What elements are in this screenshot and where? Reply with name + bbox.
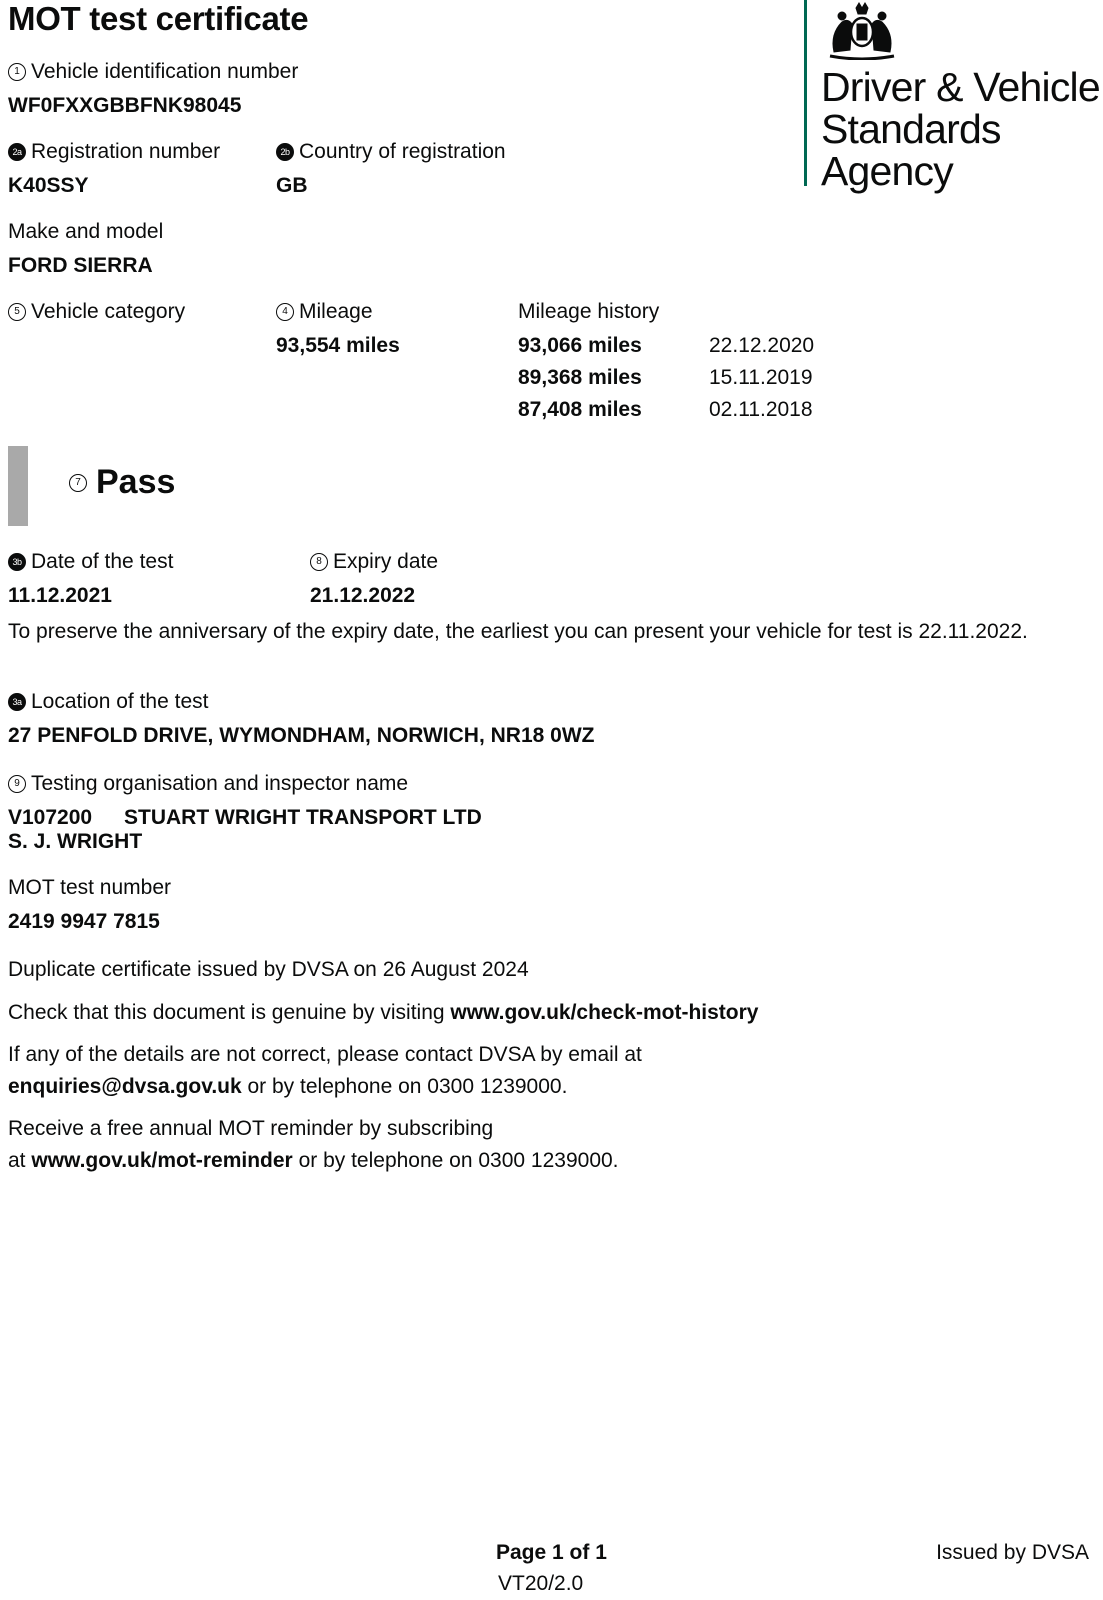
page-title: MOT test certificate [8,0,309,37]
expiry-badge: 8 [310,553,328,571]
test-number-value: 2419 9947 7815 [8,910,160,933]
test-date-label [8,550,173,574]
location-badge: 3a [8,693,26,711]
check-note [8,997,758,1029]
duplicate-note: Duplicate certificate issued by DVSA on 26 August 2024 [8,958,529,981]
anniversary-note: To preserve the anniversary of the expiry date, the earliest you can present your vehicle for test is 22.11.2022. [8,620,1028,643]
mileage-history-label: Mileage history [518,300,660,323]
location-label-text: Location of the test [31,690,209,713]
mileage-history-date-3: 02.11.2018 [709,398,813,421]
mileage-history-date-1: 22.12.2020 [709,334,815,357]
vehicle-category-label [8,300,185,324]
reminder-note-line-1: Receive a free annual MOT reminder by subscribing [8,1117,494,1140]
vin-label-text: Vehicle identification number [31,60,299,83]
mileage-history-date-2: 15.11.2019 [709,366,813,389]
registration-label-text: Registration number [31,140,221,163]
organisation-name: STUART WRIGHT TRANSPORT LTD [124,806,482,829]
country-badge: 2b [276,143,294,161]
royal-coat-of-arms-icon [826,2,898,60]
reminder-prefix: at [8,1149,32,1172]
organisation-label-text: Testing organisation and inspector name [31,772,409,795]
logo-line-2: Standards [821,106,1001,152]
test-date-badge: 3b [8,553,26,571]
logo-line-3: Agency [821,148,953,194]
organisation-code: V107200 [8,806,93,829]
registration-value: K40SSY [8,174,89,197]
mot-reminder-link[interactable]: www.gov.uk/mot-reminder [31,1149,293,1172]
check-mot-history-link[interactable]: www.gov.uk/check-mot-history [450,1001,759,1024]
country-value: GB [276,174,308,197]
page-number: Page 1 of 1 [496,1541,607,1564]
make-model-value: FORD SIERRA [8,254,153,277]
mileage-value: 93,554 miles [276,334,400,357]
result-value: Pass [96,463,176,501]
registration-badge: 2a [8,143,26,161]
contact-note-line-2 [8,1071,567,1103]
vin-badge: 1 [8,63,26,81]
inspector-name: S. J. WRIGHT [8,830,143,853]
result-badge: 7 [69,474,87,492]
mileage-label-text: Mileage [299,300,373,323]
mileage-history-miles-3: 87,408 miles [518,398,642,421]
expiry-label [310,550,438,574]
issued-by: Issued by DVSA [936,1541,1089,1564]
check-note-text: Check that this document is genuine by visiting [8,1001,451,1024]
contact-note-line-1: If any of the details are not correct, please contact DVSA by email at [8,1043,642,1066]
logo-divider [804,0,807,186]
make-model-label: Make and model [8,220,164,243]
category-badge: 5 [8,303,26,321]
reminder-rest: or by telephone on 0300 1239000. [292,1149,619,1172]
location-label [8,690,208,714]
country-label [276,140,506,164]
form-code: VT20/2.0 [498,1572,584,1595]
vin-label [8,60,298,84]
organisation-label [8,772,408,796]
test-number-label: MOT test number [8,876,171,899]
result [69,463,175,502]
mileage-label [276,300,373,324]
organisation-badge: 9 [8,775,26,793]
vin-value: WF0FXXGBBFNK98045 [8,94,242,117]
test-date-label-text: Date of the test [31,550,174,573]
location-value: 27 PENFOLD DRIVE, WYMONDHAM, NORWICH, NR18 0WZ [8,724,595,747]
contact-note-rest: or by telephone on 0300 1239000. [241,1075,568,1098]
country-label-text: Country of registration [299,140,506,163]
contact-email-link[interactable]: enquiries@dvsa.gov.uk [8,1075,242,1098]
result-bar [8,446,28,526]
mileage-history-miles-1: 93,066 miles [518,334,642,357]
test-date-value: 11.12.2021 [8,584,112,607]
logo-line-1: Driver & Vehicle [821,64,1100,110]
expiry-value: 21.12.2022 [310,584,416,607]
mileage-badge: 4 [276,303,294,321]
reminder-note-line-2 [8,1145,619,1177]
category-label-text: Vehicle category [31,300,186,323]
mileage-history-miles-2: 89,368 miles [518,366,642,389]
expiry-label-text: Expiry date [333,550,439,573]
registration-label [8,140,220,164]
